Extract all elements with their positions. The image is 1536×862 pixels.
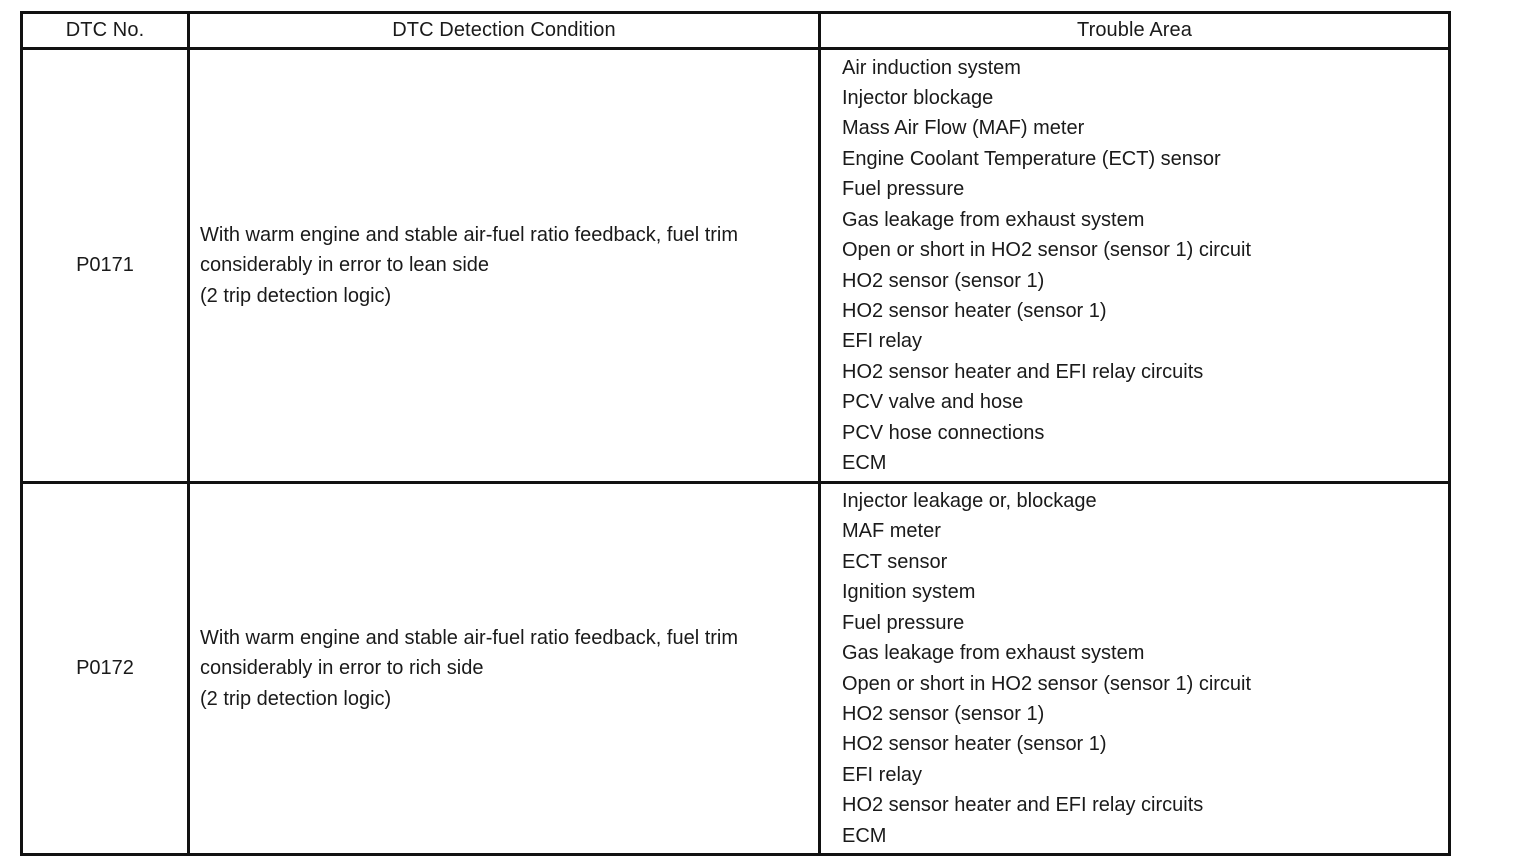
- trouble-area-item: HO2 sensor heater (sensor 1): [842, 299, 1107, 322]
- trouble-area-item: Ignition system: [842, 581, 976, 604]
- trouble-area-list-p0172: [821, 484, 1448, 853]
- detection-condition-p0171: [190, 50, 821, 484]
- trouble-area-item: MAF meter: [842, 520, 941, 543]
- trouble-area-list-p0171: [821, 50, 1448, 484]
- condition-line: considerably in error to lean side: [200, 254, 490, 277]
- trouble-area-item: Fuel pressure: [842, 611, 965, 634]
- trouble-area-item: PCV hose connections: [842, 421, 1045, 444]
- trouble-area-item: Open or short in HO2 sensor (sensor 1) circuit: [842, 672, 1252, 695]
- trouble-area-item: ECM: [842, 451, 887, 474]
- trouble-area-item: Injector leakage or, blockage: [842, 490, 1097, 513]
- trouble-area-item: ECT sensor: [842, 550, 948, 573]
- header-dtc-no: DTC No.: [23, 14, 190, 50]
- trouble-area-item: PCV valve and hose: [842, 391, 1024, 414]
- trouble-area-item: Open or short in HO2 sensor (sensor 1) circuit: [842, 239, 1252, 262]
- condition-line: (2 trip detection logic): [200, 687, 392, 710]
- trouble-area-item: EFI relay: [842, 763, 923, 786]
- trouble-area-item: Injector blockage: [842, 87, 994, 110]
- trouble-area-item: Air induction system: [842, 56, 1021, 79]
- header-trouble-area: Trouble Area: [821, 14, 1448, 50]
- detection-condition-p0172: [190, 484, 821, 853]
- trouble-area-item: Gas leakage from exhaust system: [842, 642, 1145, 665]
- trouble-area-item: Gas leakage from exhaust system: [842, 208, 1145, 231]
- trouble-area-item: HO2 sensor heater and EFI relay circuits: [842, 360, 1204, 383]
- dtc-code-p0172: P0172: [23, 484, 190, 853]
- trouble-area-item: Engine Coolant Temperature (ECT) sensor: [842, 147, 1221, 170]
- trouble-area-item: Fuel pressure: [842, 178, 965, 201]
- trouble-area-item: ECM: [842, 824, 887, 847]
- dtc-table: [20, 11, 1451, 856]
- condition-line: (2 trip detection logic): [200, 284, 392, 307]
- trouble-area-item: HO2 sensor (sensor 1): [842, 702, 1045, 725]
- dtc-code-p0171: P0171: [23, 50, 190, 484]
- condition-line: With warm engine and stable air-fuel ratio feedback, fuel trim: [200, 626, 739, 649]
- trouble-area-item: HO2 sensor (sensor 1): [842, 269, 1045, 292]
- trouble-area-item: Mass Air Flow (MAF) meter: [842, 117, 1085, 140]
- condition-line: With warm engine and stable air-fuel ratio feedback, fuel trim: [200, 223, 739, 246]
- condition-line: considerably in error to rich side: [200, 657, 484, 680]
- header-detection-condition: DTC Detection Condition: [190, 14, 821, 50]
- trouble-area-item: EFI relay: [842, 330, 923, 353]
- trouble-area-item: HO2 sensor heater and EFI relay circuits: [842, 794, 1204, 817]
- trouble-area-item: HO2 sensor heater (sensor 1): [842, 733, 1107, 756]
